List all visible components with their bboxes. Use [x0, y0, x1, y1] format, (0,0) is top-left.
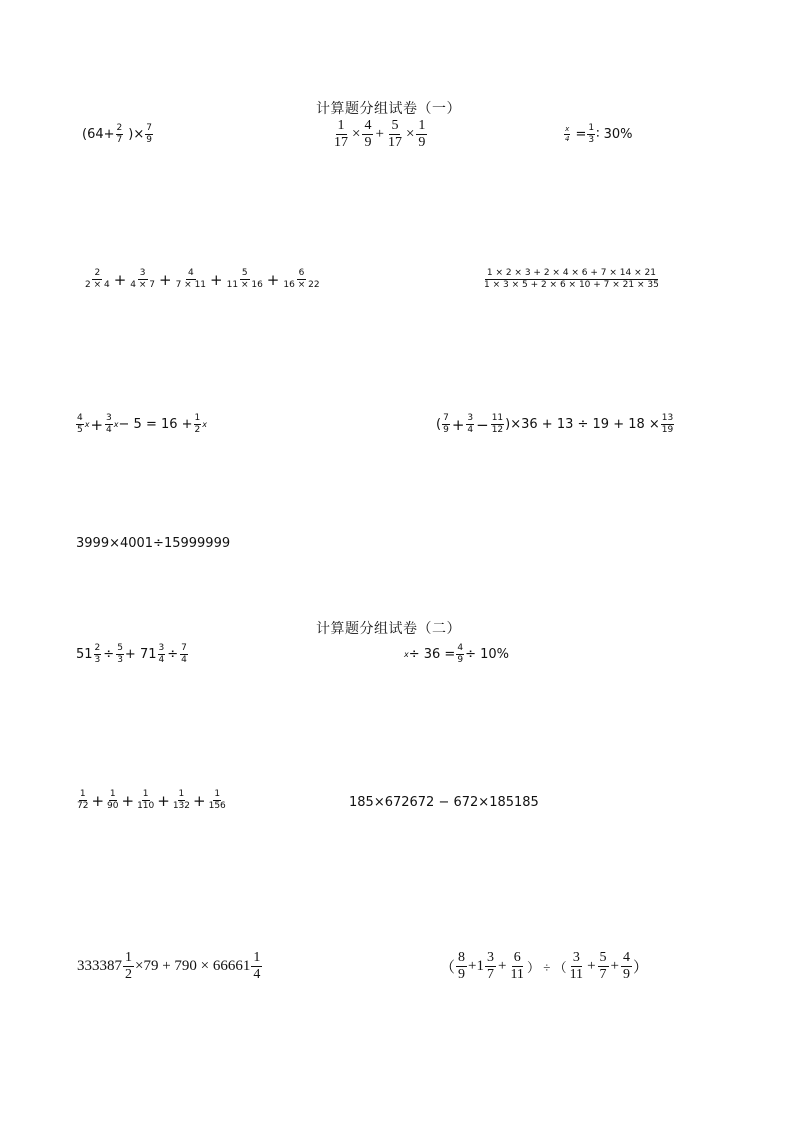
operator: + [587, 958, 596, 974]
fraction [208, 790, 227, 811]
fraction [225, 268, 265, 291]
numerator: 11 [491, 413, 504, 423]
denominator: 7 [116, 135, 123, 145]
denominator: 2 [125, 967, 132, 982]
denominator: 9 [443, 425, 449, 435]
numerator: 3 [486, 950, 494, 965]
fraction [105, 414, 113, 435]
denominator: 4 [565, 135, 570, 143]
problem-2-5 [77, 950, 263, 983]
fraction [485, 950, 496, 983]
fraction [456, 950, 467, 983]
denominator: 2 [194, 425, 201, 435]
numerator: 2 [116, 123, 123, 133]
numerator: 1 [178, 789, 185, 799]
equals: = [575, 127, 587, 142]
fraction [136, 790, 155, 811]
fraction [94, 644, 102, 665]
numerator: 5 [391, 118, 399, 133]
text-open: （ [440, 960, 456, 976]
denominator: 4 [467, 425, 474, 435]
operator: + [375, 126, 384, 142]
problem-1-2 [331, 118, 428, 151]
section-title-1: 计算题分组试卷（一） [316, 101, 461, 117]
denominator: 3 [588, 135, 595, 145]
problem-1-4 [82, 268, 323, 291]
numerator: 8 [458, 950, 466, 965]
denominator: 4 [106, 425, 112, 435]
fraction [251, 950, 262, 983]
fraction [76, 790, 89, 811]
problem-1-5 [481, 268, 662, 291]
denominator: 110 [137, 801, 155, 811]
operator: + [210, 270, 223, 289]
problem-1-7 [436, 414, 675, 435]
fraction [76, 414, 84, 435]
numerator: 7 [443, 413, 449, 423]
operator: + [113, 270, 127, 289]
numerator: 4 [457, 643, 464, 653]
fraction [564, 126, 570, 143]
denominator: 4 [181, 655, 187, 665]
numerator: 1 [588, 123, 595, 133]
fraction [158, 644, 166, 665]
problem-1-6 [75, 414, 207, 435]
variable-x: x [202, 420, 208, 429]
variable-x: x [113, 420, 119, 429]
fraction [123, 950, 134, 983]
numerator: x [565, 125, 570, 133]
fraction [174, 268, 208, 291]
text-open: ( [436, 417, 442, 432]
fraction [145, 124, 153, 145]
problem-2-4 [349, 795, 539, 810]
variable-x: x [84, 420, 90, 429]
whole-number: 333387 [77, 958, 122, 974]
problem-1-1 [82, 124, 154, 145]
numerator: 1 [125, 950, 132, 965]
numerator: 1 [79, 789, 86, 799]
text-open: (64+ [82, 127, 115, 142]
numerator: 1 [418, 118, 426, 133]
denominator: 7 [599, 967, 607, 982]
expression-text: 185×672672 − 672×185185 [349, 795, 539, 810]
numerator: 2 [94, 268, 101, 278]
denominator: 9 [364, 135, 372, 150]
denominator: 2 × 4 [85, 280, 110, 290]
denominator: 4 [158, 655, 165, 665]
problem-2-3 [75, 790, 228, 811]
whole-number: 51 [76, 647, 93, 662]
operator: + [497, 958, 507, 974]
denominator: 12 [491, 425, 504, 435]
numerator: 5 [117, 643, 123, 653]
numerator: 1 [194, 413, 201, 423]
numerator: 1 × 2 × 3 + 2 × 4 × 6 + 7 × 14 × 21 [486, 268, 656, 278]
denominator: 5 [77, 425, 83, 435]
operator: + [91, 791, 105, 810]
fraction [442, 414, 450, 435]
numerator: 1 [142, 789, 149, 799]
numerator: 5 [599, 950, 607, 965]
operator: + [610, 958, 619, 974]
fraction [332, 118, 350, 151]
fraction [362, 118, 373, 151]
problem-1-8 [76, 536, 230, 551]
text-mid: ×79 + 790 × 66661 [135, 958, 251, 974]
operator: + [121, 791, 135, 810]
text-mid: )× [128, 127, 145, 142]
denominator: 4 × 7 [130, 280, 156, 290]
denominator: 3 [94, 655, 101, 665]
numerator: 1 [253, 950, 261, 965]
text-tail: )×36 + 13 ÷ 19 + 18 × [505, 417, 660, 432]
numerator: 3 [139, 268, 146, 278]
expression-text: 3999×4001÷15999999 [76, 536, 231, 551]
denominator: 156 [208, 801, 226, 811]
operator: + [266, 270, 280, 289]
operator: × [352, 126, 361, 142]
denominator: 11 [510, 967, 524, 982]
numerator: 3 [467, 413, 474, 423]
problem-2-2 [404, 644, 509, 665]
fraction [416, 118, 427, 151]
denominator: 132 [172, 801, 191, 811]
denominator: 3 [117, 655, 123, 665]
fraction [281, 268, 321, 291]
fraction [106, 790, 119, 811]
fraction [587, 124, 595, 145]
variable-x: x [404, 650, 409, 659]
fraction [386, 118, 404, 151]
fraction [482, 268, 661, 291]
fraction [194, 414, 202, 435]
denominator: 4 [253, 967, 261, 982]
numerator: 4 [623, 950, 630, 965]
numerator: 6 [513, 950, 521, 965]
text-mid: +1 [468, 958, 484, 974]
operator: ÷ [103, 647, 115, 662]
fraction [116, 124, 124, 145]
operator: + [193, 791, 206, 810]
denominator: 72 [77, 801, 89, 811]
denominator: 7 [486, 967, 494, 982]
fraction [172, 790, 191, 811]
fraction [568, 950, 585, 983]
numerator: 4 [364, 118, 372, 133]
fraction [621, 950, 632, 983]
text-tail: ÷ 10% [465, 647, 509, 662]
fraction [456, 644, 464, 665]
fraction [508, 950, 525, 983]
denominator: 9 [418, 135, 426, 150]
numerator: 6 [298, 268, 305, 278]
fraction [83, 268, 112, 291]
operator: + [157, 791, 170, 810]
denominator: 9 [146, 135, 152, 145]
numerator: 3 [158, 643, 165, 653]
numerator: 1 [214, 789, 221, 799]
denominator: 11 [569, 967, 584, 982]
problem-2-6 [440, 950, 648, 983]
section-title-2: 计算题分组试卷（二） [316, 621, 461, 637]
numerator: 4 [77, 413, 83, 423]
denominator: 1 × 3 × 5 + 2 × 6 × 10 + 7 × 21 × 35 [484, 280, 659, 290]
numerator: 3 [106, 413, 112, 423]
text-mid: ÷ 36 = [408, 647, 456, 662]
text-close: ） [633, 960, 649, 976]
fraction [128, 268, 157, 291]
operator: + [90, 415, 104, 434]
denominator: 9 [458, 967, 466, 982]
denominator: 16 × 22 [283, 280, 320, 290]
numerator: 1 [109, 789, 116, 799]
denominator: 7 × 11 [175, 280, 207, 290]
denominator: 11 × 16 [226, 280, 263, 290]
numerator: 5 [241, 268, 248, 278]
denominator: 19 [661, 425, 674, 435]
text-mid: ） ÷ （ [526, 960, 567, 975]
operator: − [476, 415, 489, 434]
fraction [661, 414, 674, 435]
numerator: 2 [94, 643, 101, 653]
denominator: 90 [107, 801, 119, 811]
fraction [491, 414, 504, 435]
operator: ÷ [167, 647, 179, 662]
fraction [116, 644, 124, 665]
problem-1-3 [563, 124, 633, 145]
fraction [598, 950, 609, 983]
fraction [180, 644, 188, 665]
denominator: 17 [387, 135, 402, 150]
denominator: 17 [334, 135, 348, 150]
operator: × [405, 126, 415, 142]
operator: + [451, 415, 465, 434]
operator: + [159, 270, 172, 289]
numerator: 7 [146, 123, 152, 133]
numerator: 7 [181, 643, 187, 653]
text-tail: ∶ 30% [596, 127, 633, 142]
denominator: 9 [457, 655, 464, 665]
text-mid: + 71 [124, 647, 157, 662]
numerator: 1 [337, 118, 345, 133]
numerator: 3 [572, 950, 580, 965]
fraction [466, 414, 474, 435]
denominator: 9 [623, 967, 630, 982]
numerator: 4 [187, 268, 194, 278]
text-tail: − 5 = 16 + [118, 417, 193, 432]
numerator: 13 [661, 413, 674, 423]
problem-2-1 [76, 644, 189, 665]
